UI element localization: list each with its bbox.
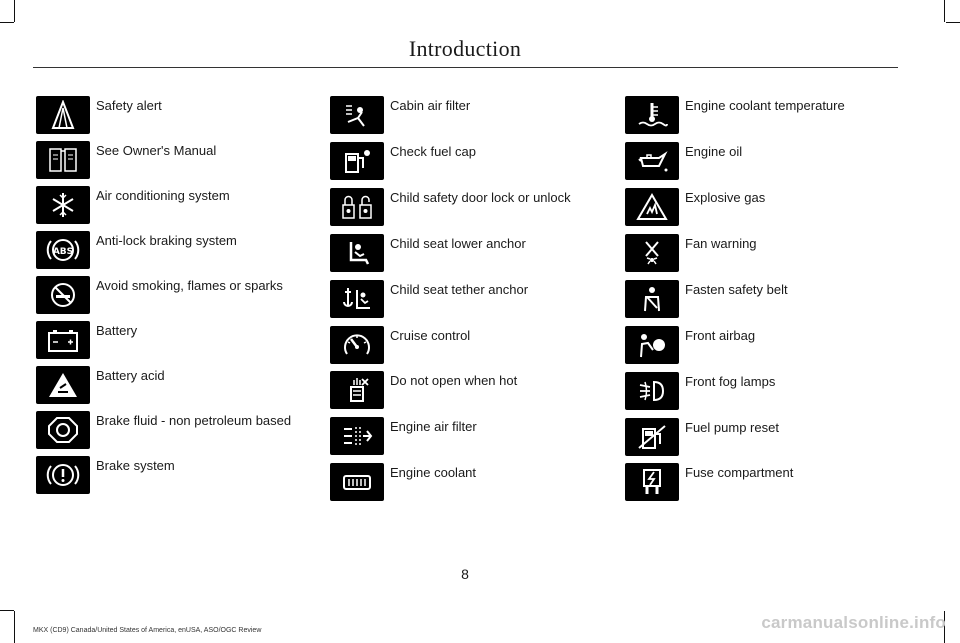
symbol-item [330, 92, 620, 136]
symbol-item [625, 414, 915, 458]
crop-mark [944, 0, 945, 22]
fog-lamp-icon [625, 372, 679, 410]
symbol-label: Child safety door lock or unlock [390, 190, 571, 205]
symbol-label: Brake system [96, 458, 175, 473]
svg-text:ABS: ABS [52, 247, 74, 257]
child-lock-icon [330, 188, 384, 226]
symbol-item [330, 184, 620, 228]
symbol-item [625, 230, 915, 274]
crop-mark [14, 0, 15, 22]
fuse-icon [625, 463, 679, 501]
fuel-pump-reset-icon [625, 418, 679, 456]
do-not-open-hot-icon [330, 371, 384, 409]
fan-warning-icon [625, 234, 679, 272]
cruise-control-icon [330, 326, 384, 364]
document-footer: MKX (CD9) Canada/United States of America, enUSA, ASO/OGC Review [33, 627, 262, 634]
symbol-label: Cruise control [390, 328, 471, 343]
symbol-label: Fuse compartment [685, 465, 794, 480]
symbol-item [625, 92, 915, 136]
symbol-label: Child seat lower anchor [390, 236, 526, 251]
symbol-item [330, 413, 620, 457]
symbol-item [330, 138, 620, 182]
symbol-label: Air conditioning system [96, 188, 230, 203]
safety-alert-icon [36, 96, 90, 134]
symbol-item [625, 138, 915, 182]
symbol-label: Battery [96, 323, 138, 338]
symbol-item [36, 182, 326, 226]
crop-mark [946, 22, 960, 23]
battery-acid-icon [36, 366, 90, 404]
symbol-label: Brake fluid - non petroleum based [96, 413, 292, 428]
fuel-cap-icon [330, 142, 384, 180]
symbol-label: Check fuel cap [390, 144, 476, 159]
symbol-label: Fan warning [685, 236, 757, 251]
coolant-temperature-icon [625, 96, 679, 134]
crop-mark [0, 22, 14, 23]
child-seat-anchor-icon [330, 234, 384, 272]
page-title: Introduction [408, 36, 522, 61]
brake-fluid-icon [36, 411, 90, 449]
symbol-item [36, 362, 326, 406]
crop-mark [0, 610, 14, 611]
symbol-item [330, 230, 620, 274]
brake-system-icon [36, 456, 90, 494]
symbol-label: See Owner's Manual [96, 143, 217, 158]
symbol-item [330, 459, 620, 503]
symbol-label: Do not open when hot [390, 373, 518, 388]
symbol-label: Cabin air filter [390, 98, 471, 113]
no-smoking-icon [36, 276, 90, 314]
symbol-label: Front fog lamps [685, 374, 776, 389]
symbol-label: Battery acid [96, 368, 165, 383]
symbol-item [36, 227, 326, 271]
symbol-item [36, 317, 326, 361]
symbol-label: Anti-lock braking system [96, 233, 237, 248]
airbag-icon [625, 326, 679, 364]
symbol-item [625, 184, 915, 228]
oil-can-icon [625, 142, 679, 180]
abs-icon [36, 231, 90, 269]
explosive-gas-icon [625, 188, 679, 226]
owners-manual-icon [36, 141, 90, 179]
symbol-label: Fasten safety belt [685, 282, 788, 297]
symbol-label: Engine air filter [390, 419, 477, 434]
symbol-label: Fuel pump reset [685, 420, 779, 435]
symbol-item [36, 272, 326, 316]
symbol-item [625, 459, 915, 503]
symbol-item [625, 276, 915, 320]
crop-mark [14, 611, 15, 643]
battery-icon [36, 321, 90, 359]
symbol-label: Engine coolant temperature [685, 98, 845, 113]
symbol-item [330, 322, 620, 366]
symbol-item [330, 367, 620, 411]
symbol-label: Avoid smoking, flames or sparks [96, 278, 283, 293]
symbol-item [36, 92, 326, 136]
seat-belt-icon [625, 280, 679, 318]
symbol-item [625, 322, 915, 366]
child-seat-tether-icon [330, 280, 384, 318]
symbol-item [36, 137, 326, 181]
cabin-air-filter-icon [330, 96, 384, 134]
symbol-label: Front airbag [685, 328, 756, 343]
symbol-item [330, 276, 620, 320]
symbol-label: Engine coolant [390, 465, 477, 480]
watermark: carmanualsonline.info [761, 613, 946, 632]
engine-air-filter-icon [330, 417, 384, 455]
header-rule [33, 67, 898, 68]
symbol-item [36, 407, 326, 451]
snowflake-icon [36, 186, 90, 224]
symbol-label: Explosive gas [685, 190, 766, 205]
symbol-item [625, 368, 915, 412]
symbol-item [36, 452, 326, 496]
symbol-label: Child seat tether anchor [390, 282, 529, 297]
symbol-label: Safety alert [96, 98, 162, 113]
engine-coolant-icon [330, 463, 384, 501]
page-number: 8 [461, 566, 469, 582]
symbol-label: Engine oil [685, 144, 743, 159]
